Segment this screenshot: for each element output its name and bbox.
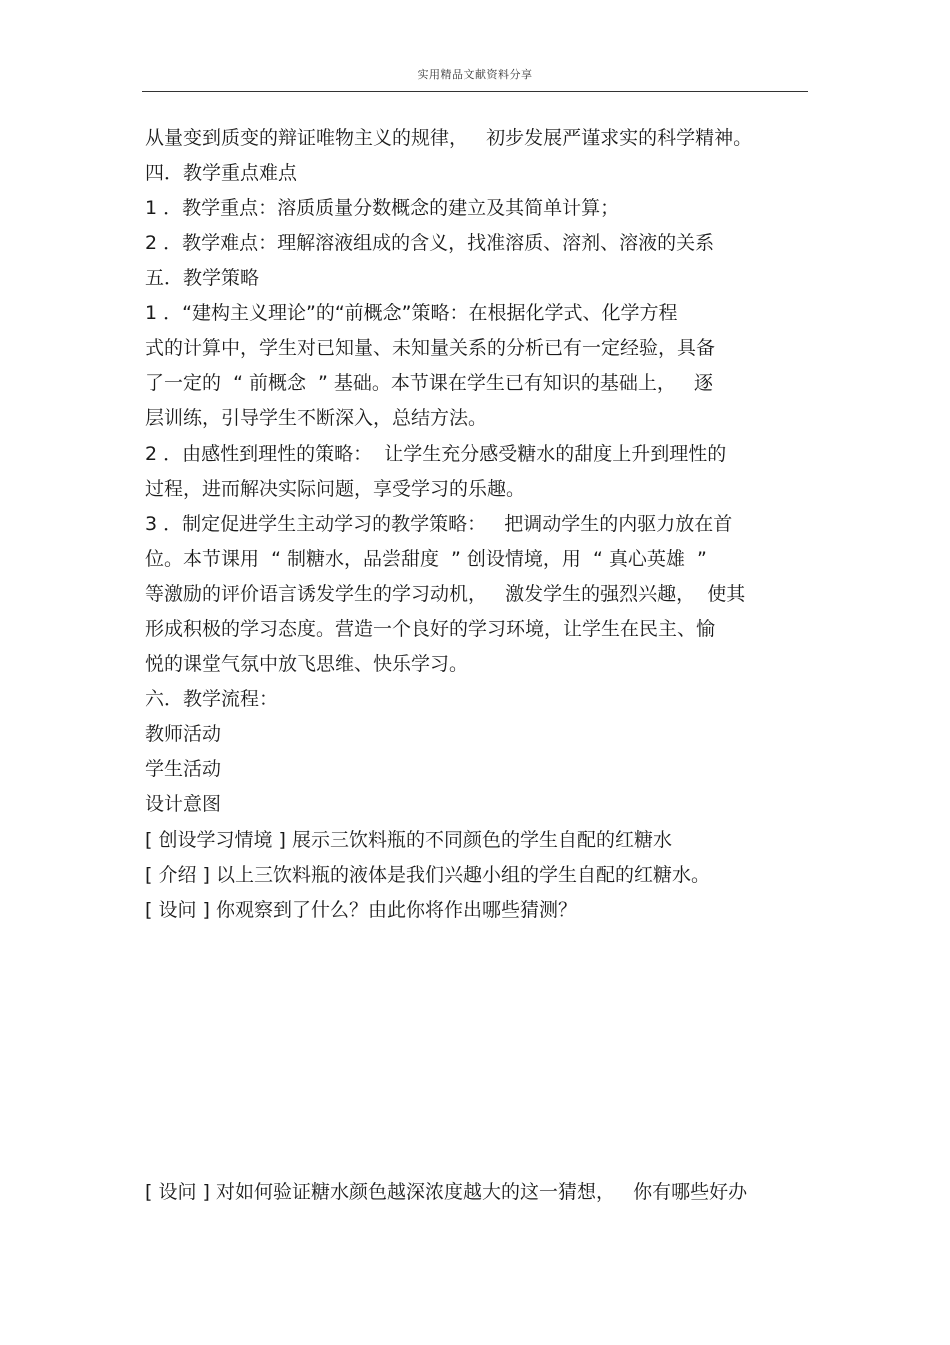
text-line: 教师活动 bbox=[145, 723, 222, 745]
text-line: 1 ．教学重点：溶质质量分数概念的建立及其简单计算； bbox=[145, 197, 620, 219]
text-line: 式的计算中，学生对已知量、未知量关系的分析已有一定经验，具备 bbox=[145, 337, 716, 359]
text-line: 1 ．“建构主义理论”的“前概念”策略：在根据化学式、化学方程 bbox=[145, 302, 678, 324]
text-line: [ 设问 ] 你观察到了什么？由此你将作出哪些猜测？ bbox=[145, 899, 577, 921]
text-line: 学生活动 bbox=[145, 758, 222, 780]
header-title: 实用精品文献资料分享 bbox=[417, 68, 533, 81]
text-line: 3 ．制定促进学生主动学习的教学策略： 把调动学生的内驱力放在首 bbox=[145, 513, 733, 535]
text-line: 悦的课堂气氛中放飞思维、快乐学习。 bbox=[145, 653, 469, 675]
text-line: [ 创设学习情境 ] 展示三饮料瓶的不同颜色的学生自配的红糖水 bbox=[145, 829, 672, 851]
section-heading: 四．教学重点难点 bbox=[145, 162, 298, 184]
text-line: 层训练，引导学生不断深入，总结方法。 bbox=[145, 407, 488, 429]
section-heading: 五．教学策略 bbox=[145, 267, 260, 289]
text-line: 从量变到质变的辩证唯物主义的规律， 初步发展严谨求实的科学精神。 bbox=[145, 127, 753, 149]
text-line: 2 ．由感性到理性的策略： 让学生充分感受糖水的甜度上升到理性的 bbox=[145, 443, 727, 465]
header-divider bbox=[142, 91, 808, 92]
text-line: [ 介绍 ] 以上三饮料瓶的液体是我们兴趣小组的学生自配的红糖水。 bbox=[145, 864, 710, 886]
text-line: 了一定的 “ 前概念 ” 基础。本节课在学生已有知识的基础上， 逐 bbox=[145, 372, 714, 394]
section-heading: 六．教学流程： bbox=[145, 688, 279, 710]
text-line: [ 设问 ] 对如何验证糖水颜色越深浓度越大的这一猜想， 你有哪些好办 bbox=[145, 1181, 748, 1203]
text-line: 等激励的评价语言诱发学生的学习动机， 激发学生的强烈兴趣， 使其 bbox=[145, 583, 746, 605]
text-line: 形成积极的学习态度。营造一个良好的学习环境，让学生在民主、愉 bbox=[145, 618, 716, 640]
text-line: 位。本节课用 “ 制糖水，品尝甜度 ” 创设情境，用 “ 真心英雄 ” bbox=[145, 548, 707, 570]
text-line: 2 ．教学难点：理解溶液组成的含义，找准溶质、溶剂、溶液的关系 bbox=[145, 232, 715, 254]
text-line: 设计意图 bbox=[145, 793, 222, 815]
text-line: 过程，进而解决实际问题，享受学习的乐趣。 bbox=[145, 478, 526, 500]
